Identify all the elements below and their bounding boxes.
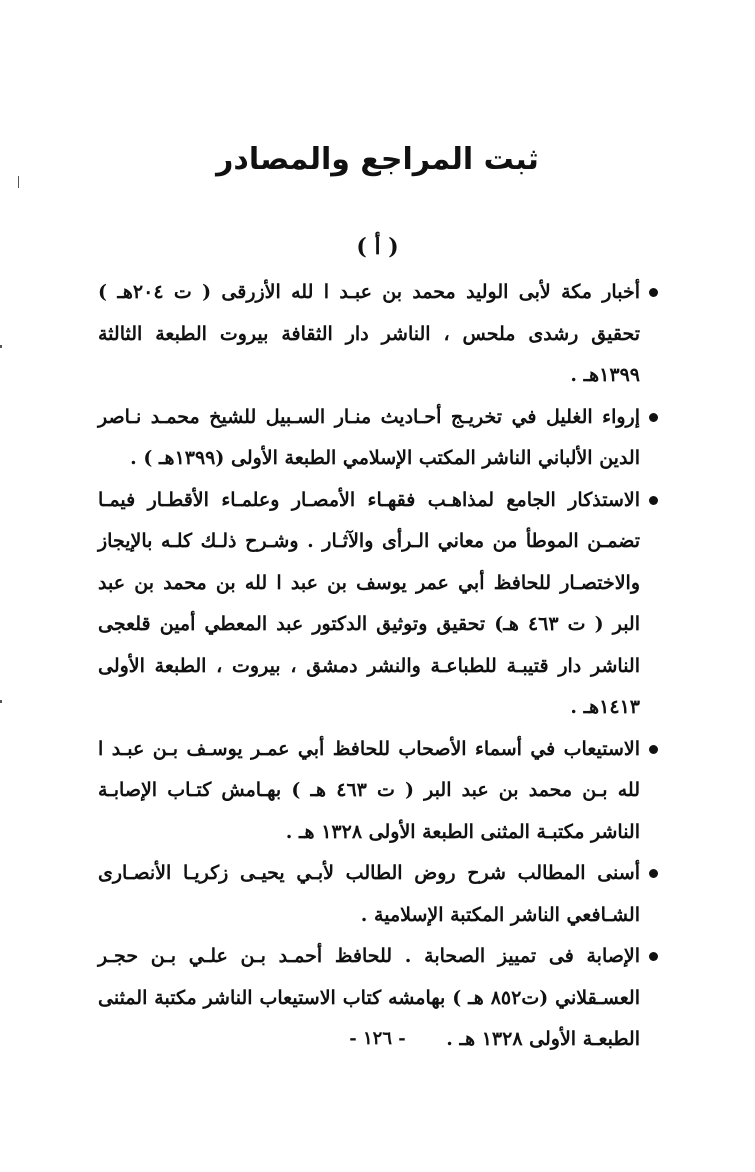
reference-text: الاستيعاب في أسماء الأصحاب للحافظ أبي عمـر يوسـف بـن عبـد ا لله بـن محمد بن عبد البر ( ت ٤٦٣ هـ ) بهـامش كتـاب الإصابـة الناشر مكتبـة المثنى الطبعة الأولى ١٣٢٨ هـ .: [98, 737, 640, 843]
reference-list: [98, 272, 658, 1061]
bullet-icon: [649, 413, 658, 422]
bullet-icon: [649, 952, 658, 961]
reference-entry: [98, 853, 658, 936]
reference-entry: [98, 272, 658, 397]
reference-text: إرواء الغليل في تخريـج أحـاديث منـار السـبيل للشيخ محمـد نـاصر الدين الألباني الناشر المكتب الإسلامي الطبعة الأولى (١٣٩٩هـ ) .: [98, 405, 640, 469]
reference-entry: [98, 480, 658, 729]
reference-text: الاستذكار الجامع لمذاهـب فقهـاء الأمصـار وعلمـاء الأقطـار فيمـا تضمـن الموطأ من معاني الـرأى والآثـار . وشـرح ذلـك كلـه بالإيجاز والاختصـار للحافظ أبي عمر يوسف بن عبد ا لله بن محمد بن عبد البر ( ت ٤٦٣ هـ) تحقيق وتوثيق الدكتور عبد المعطي أمين قلعجى الناشر دار قتيبـة للطباعـة والنشر دمشق ، بيروت ، الطبعة الأولى ١٤١٣هـ .: [98, 488, 640, 718]
bullet-icon: [649, 496, 658, 505]
bullet-icon: [649, 869, 658, 878]
scan-edge-mark: [0, 700, 2, 703]
reference-entry: [98, 729, 658, 854]
reference-text: أخبار مكة لأبى الوليد محمد بن عبـد ا لله الأزرقى ( ت ٢٠٤هـ ) تحقيق رشدى ملحس ، الناشر دار الثقافة بيروت الطبعة الثالثة ١٣٩٩هـ .: [98, 281, 640, 386]
bullet-icon: [649, 745, 658, 754]
reference-text: الإصابة فى تمييز الصحابة . للحافظ أحمـد بـن علـي بـن حجـر العسـقلاني (ت٨٥٢ هـ ) بهامشه كتاب الاستيعاب الناشر مكتبة المثنى الطبعـة الأولى ١٣٢٨ هـ .: [98, 945, 640, 1050]
page-title: ثبت المراجع والمصادر: [216, 142, 539, 177]
scan-edge-mark: [18, 176, 19, 188]
section-letter: ( أ ): [356, 234, 399, 260]
reference-entry: [98, 397, 658, 480]
reference-text: أسنى المطالب شرح روض الطالب لأبـي يحيـى زكريـا الأنصـارى الشـافعي الناشر المكتبة الإسلامية .: [98, 862, 640, 926]
page-number: - ١٢٦ -: [349, 1028, 406, 1049]
bullet-icon: [649, 288, 658, 297]
scan-edge-mark: [0, 345, 2, 348]
